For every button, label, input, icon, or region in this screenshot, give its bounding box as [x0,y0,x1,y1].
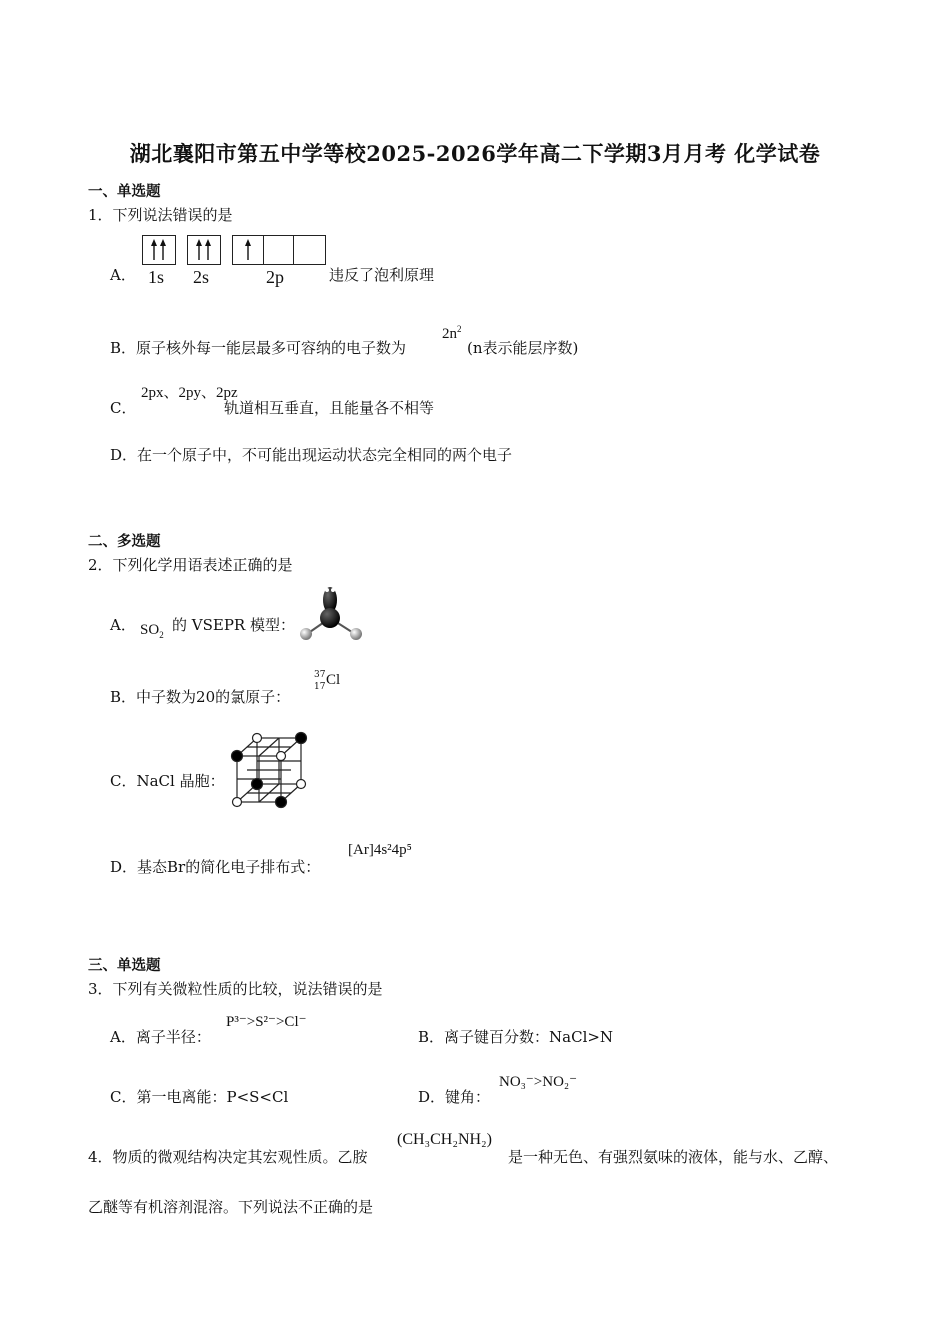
paired-arrows-icon [143,236,175,264]
question-1-stem: 1．下列说法错误的是 [88,206,233,224]
orbital-box-2s [187,235,221,265]
q1-option-d: D．在一个原子中，不可能出现运动状态完全相同的两个电子 [110,446,513,464]
q2-option-a-label: A． [110,616,136,634]
q2-option-a-formula: $SO_2$ [140,622,164,640]
q2-option-a-text: 的 VSEPR 模型： [172,616,295,634]
question-3-stem: 3．下列有关微粒性质的比较，说法错误的是 [88,980,383,998]
q3-option-d-formula: NO₃⁻>NO₂⁻ [499,1074,578,1090]
q1-option-a-label: A． [110,266,136,284]
q3-option-d-text: D．键角： [418,1088,491,1106]
question-4-stem-start: 4．物质的微观结构决定其宏观性质。乙胺 [88,1148,368,1166]
question-4-line-2: 乙醚等有机溶剂混溶。下列说法不正确的是 [88,1198,374,1216]
orbital-label-1s: 1s [148,267,165,287]
orbital-box-2p [232,235,326,265]
q3-option-a-text: A．离子半径： [110,1028,211,1046]
section-heading-3: 三、单选题 [88,958,161,974]
q3-option-a-formula: P³⁻>S²⁻>Cl⁻ [226,1014,307,1030]
q1-option-c-text: 轨道相互垂直，且能量各不相等 [224,399,435,417]
page-title: 湖北襄阳市第五中学等校2025-2026学年高二下学期3月月考 化学试卷 [129,141,821,166]
orbital-box-1s [142,235,176,265]
nacl-unit-cell-image [225,728,313,812]
orbital-label-2p: 2p [266,267,284,287]
q1-option-b-formula: $2n^2$ [442,324,462,342]
vsepr-model-image [295,582,365,644]
section-heading-2: 二、多选题 [88,534,161,550]
question-2-stem: 2．下列化学用语表述正确的是 [88,556,293,574]
q2-option-d-text: D．基态Br的简化电子排布式： [110,858,321,876]
question-4-formula: (CH₃CH₂NH₂) [397,1131,492,1148]
paired-arrows-icon [188,236,220,264]
q3-option-b-text: B．离子键百分数：NaCl>N [418,1028,614,1046]
single-arrow-icon [233,236,263,264]
q1-option-a-text: 违反了泡利原理 [329,266,435,284]
q1-option-b-label: B．原子核外每一能层最多可容纳的电子数为 [110,339,407,357]
q3-option-c-text: C．第一电离能：P<S<Cl [110,1088,289,1106]
chlorine-isotope-symbol: 37 17 Cl [314,670,341,692]
section-heading-1: 一、单选题 [88,184,161,200]
q1-option-c-label: C． [110,399,137,417]
orbital-diagram [142,235,332,291]
question-4-stem-end: 是一种无色、有强烈氨味的液体，能与水、乙醇、 [508,1148,839,1166]
q2-option-c-text: C．NaCl 晶胞： [110,772,225,790]
q1-option-c-formula: 2px、2py、2pz [141,385,238,401]
orbital-label-2s: 2s [193,267,210,287]
q2-option-b-text: B．中子数为20的氯原子： [110,688,291,706]
q1-option-b-text: (n表示能层序数) [467,339,579,357]
q2-option-d-formula: [Ar]4s²4p⁵ [348,842,412,858]
